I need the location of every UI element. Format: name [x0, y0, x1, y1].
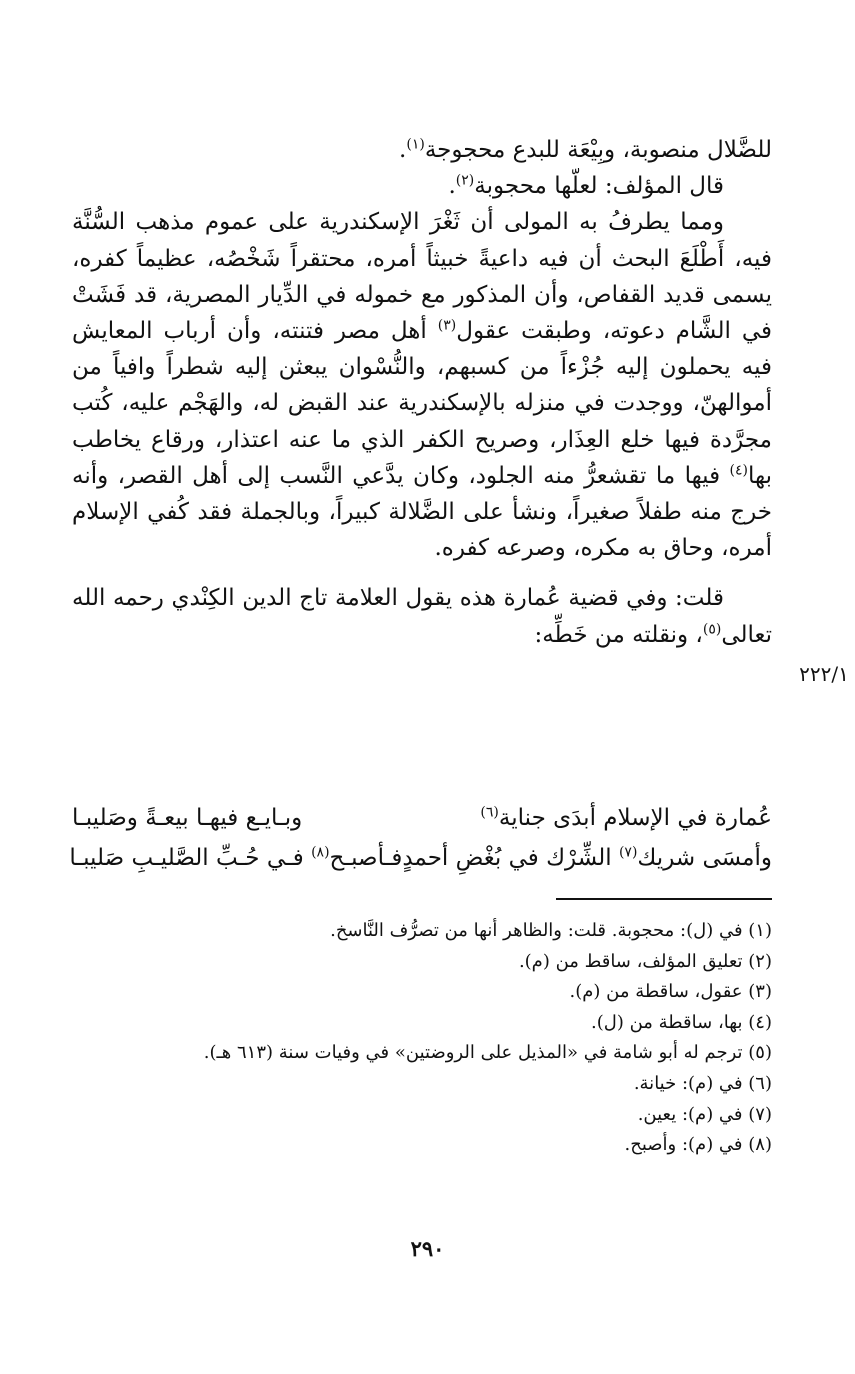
- paragraph-4: قلت: وفي قضية عُمارة هذه يقول العلامة تاج الدين الكِنْدي رحمه الله تعالى$^{(٥)}$، ونقلته من خَطِّه:: [72, 585, 772, 648]
- footnote-ref-4: (٤): [729, 462, 748, 479]
- footnote-ref-1: (١): [406, 136, 425, 153]
- footnote-ref-5: (٥): [702, 620, 722, 637]
- poem-line-1-first-hemistich: عُمارة في الإسلام أبدَى جناية$^{(٦)}$: [480, 804, 772, 831]
- footnote-1: (١) في (ل): محجوبة. قلت: والظاهر أنها من تصرُّف النَّاسخ.: [330, 920, 772, 941]
- footnote-8: (٨) في (م): وأصبح.: [624, 1134, 772, 1156]
- footnote-4: (٤) بها، ساقطة من (ل).: [591, 1011, 772, 1033]
- paragraph-1: للضَّلال منصوبة، وبِيْعَة للبدع محجوجة$^{(١)}$.: [399, 136, 772, 163]
- footnote-6: (٦) في (م): خيانة.: [633, 1072, 772, 1094]
- poem-line-1-second-hemistich: وبـايـع فيهـا بيعـةً وصَليبـا: [72, 805, 303, 831]
- paragraph-2: قال المؤلف: لعلّها محجوبة$^{(٢)}$.: [448, 172, 724, 200]
- paragraph-3: ومما يطرفُ به المولى أن ثَغْرَ الإسكندرية على عموم مذهب السُّنَّة فيه، أَطْلَعَ البحث أن فيه داعيةً خبيثاً أمره، محتقراً شَخْصُه، عظيماً كفره، يسمى قديد القفاص، وأن المذكور مع خموله في الدِّيار المصرية، قد فَشَتْ في الشَّام دعوته، وطبقت عقول$^{(٣)}$ أهل مصر فتنته، وأن أرباب المعايش فيه يحملون إليه جُزْءاً من كسبهم، والنُّسْوان يبعثن إليه شطراً وافياً من أموالهنّ، ووجدت في منزله بالإسكندرية عند القبض له، والهَجْم عليه، كُتب مجرَّدة فيها خلع العِذَار، وصريح الكفر الذي ما عنه اعتذار، ورقاع يخاطب بها$^{(٤)}$ فيها ما تقشعرُّ منه الجلود، وكان يدَّعي النَّسب إلى أهل القصر، وأنه خرج منه طفلاً صغيراً، ونشأ على الضَّلالة كبيراً، وبالجملة فقد كُفي الإسلام أمره، وحاق به مكره، وصرعه كفره.: [72, 209, 772, 562]
- margin-reference: ٢٢٢/١: [799, 662, 849, 686]
- footnote-ref-2: (٢): [455, 172, 475, 189]
- footnote-7: (٧) في (م): يعين.: [637, 1103, 772, 1125]
- footnote-separator: [556, 898, 772, 900]
- page-number: ٢٩٠: [410, 1236, 445, 1261]
- footnote-ref-6: (٦): [480, 804, 499, 821]
- footnote-3: (٣) عقول، ساقطة من (م).: [569, 981, 772, 1003]
- poem: [69, 798, 772, 878]
- footnote-ref-3: (٣): [437, 317, 457, 334]
- footnote-2: (٢) تعليق المؤلف، ساقط من (م).: [518, 950, 772, 972]
- footnote-ref-7: (٧): [618, 844, 638, 861]
- footnote-ref-8: (٨): [311, 844, 330, 861]
- footnote-5: (٥) ترجم له أبو شامة في «المذيل على الروضتين» في وفيات سنة (٦١٣ هـ).: [203, 1042, 772, 1064]
- main-text: [72, 132, 772, 653]
- footnotes: [72, 916, 772, 1161]
- poem-line-2-second-hemistich: فـأصبـح$^{(٨)}$ فـي حُـبِّ الصَّليـبِ صَليبـا: [69, 844, 403, 871]
- poem-line-2: [69, 838, 772, 878]
- poem-line-2-first-hemistich: وأمسَى شريك$^{(٧)}$ الشِّرْك في بُغْضِ أحمدٍ: [402, 844, 772, 871]
- poem-line-1: [72, 798, 772, 838]
